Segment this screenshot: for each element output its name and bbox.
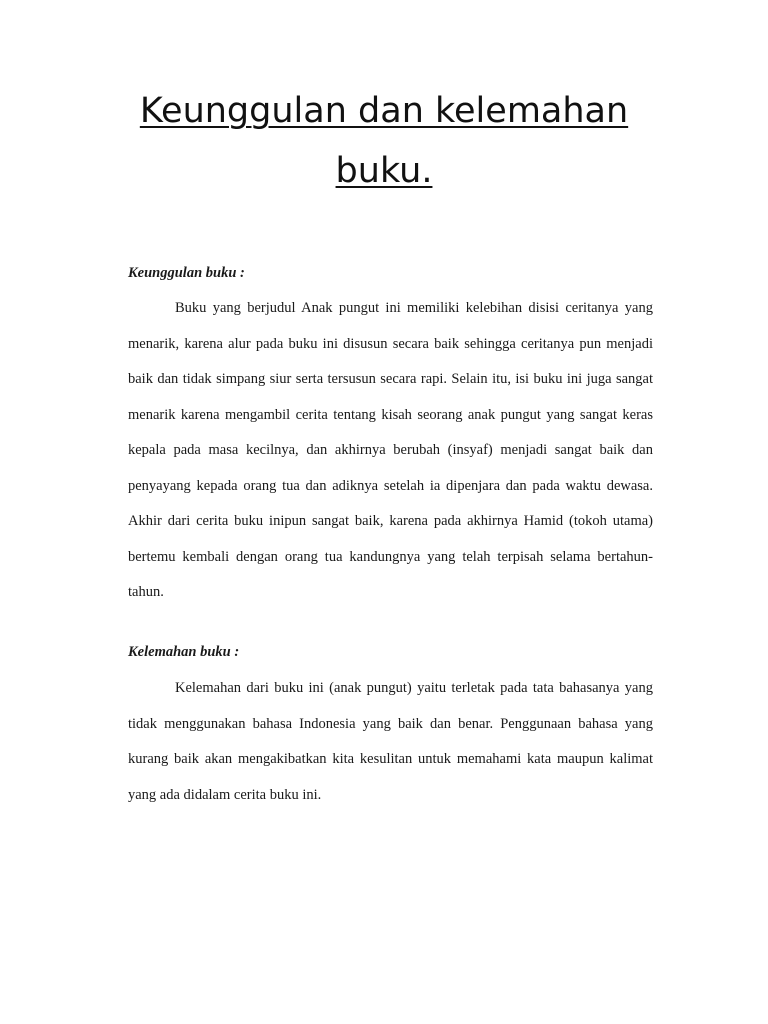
paragraph-keunggulan: Buku yang berjudul Anak pungut ini memiliki kelebihan disisi ceritanya yang menarik, karena alur pada buku ini disusun secara baik sehingga ceritanya pun menjadi baik dan tidak simpang siur serta tersusun secara rapi. Selain itu, isi buku ini juga sangat menarik karena mengambil cerita tentang kisah seorang anak pungut yang sangat keras kepala pada masa kecilnya, dan akhirnya berubah (insyaf) menjadi sangat baik dan penyayang kepada orang tua dan adiknya setelah ia dipenjara dan pada waktu dewasa. Akhir dari cerita buku inipun sangat baik, karena pada akhirnya Hamid (tokoh utama) bertemu kembali dengan orang tua kandungnya yang telah terpisah selama bertahun-tahun. [128, 300, 653, 600]
document-title-line-2 [0, 151, 768, 191]
document-title-text-1: Keunggulan dan kelemahan [139, 91, 629, 131]
section-heading-keunggulan: Keunggulan buku : [128, 265, 245, 281]
paragraph-kelemahan: Kelemahan dari buku ini (anak pungut) yaitu terletak pada tata bahasanya yang tidak menggunakan bahasa Indonesia yang baik dan benar. Penggunaan bahasa yang kurang baik akan mengakibatkan kita kesulitan untuk memahami kata maupun kalimat yang ada didalam cerita buku ini. [128, 680, 653, 803]
document-title-text-2: buku. [335, 151, 433, 191]
document-title-line-1 [0, 91, 768, 131]
section-heading-kelemahan: Kelemahan buku : [128, 644, 240, 660]
